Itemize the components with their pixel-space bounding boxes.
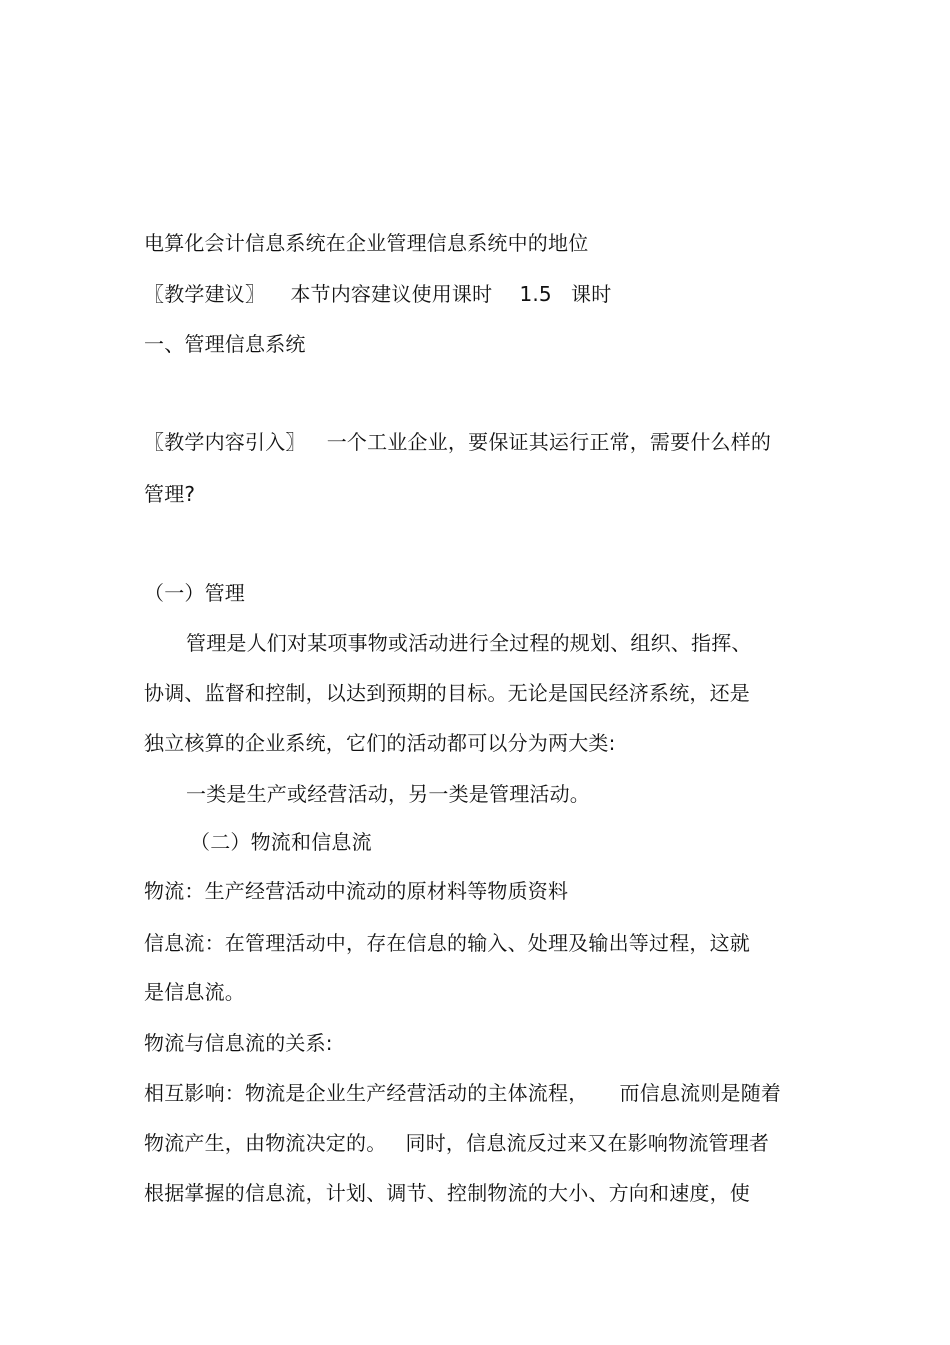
intro-line-1 (144, 429, 771, 455)
relation-line-1-a: 相互影响：物流是企业生产经营活动的主体流程， (144, 1081, 589, 1105)
section-heading-1: 一、管理信息系统 (144, 332, 306, 356)
paragraph-1-line-2: 协调、监督和控制，以达到预期的目标。无论是国民经济系统，还是 (144, 681, 750, 705)
relation-line-2-a: 物流产生，由物流决定的。 (144, 1131, 387, 1155)
teaching-suggestion-label: 〖教学建议〗 (144, 282, 266, 306)
document-title: 电算化会计信息系统在企业管理信息系统中的地位 (144, 231, 589, 255)
relation-line-2 (144, 1130, 769, 1156)
relation-line-2-b: 同时，信息流反过来又在影响物流管理者 (405, 1131, 770, 1155)
teaching-suggestion-unit: 课时 (571, 282, 612, 306)
intro-text: 一个工业企业，要保证其运行正常，需要什么样的 (326, 430, 772, 454)
teaching-suggestion-hours: 1.5 (519, 282, 552, 306)
info-flow-line-1: 信息流：在管理活动中，存在信息的输入、处理及输出等过程，这就 (144, 931, 750, 955)
intro-line-2: 管理? (144, 482, 196, 506)
teaching-suggestion-text: 本节内容建议使用课时 (290, 282, 493, 306)
paragraph-2: 一类是生产或经营活动，另一类是管理活动。 (186, 782, 590, 806)
subsection-heading-management: （一）管理 (144, 581, 245, 605)
relation-line-1 (144, 1080, 781, 1106)
relation-line-3: 根据掌握的信息流，计划、调节、控制物流的大小、方向和速度，使 (144, 1181, 750, 1205)
intro-label: 〖教学内容引入〗 (144, 430, 306, 454)
material-flow-definition: 物流：生产经营活动中流动的原材料等物质资料 (144, 879, 569, 903)
paragraph-1-line-3: 独立核算的企业系统，它们的活动都可以分为两大类: (144, 731, 616, 755)
subsection-heading-flows: （二）物流和信息流 (190, 830, 372, 854)
relation-line-1-b: 而信息流则是随着 (619, 1081, 782, 1105)
relation-heading: 物流与信息流的关系: (144, 1031, 333, 1055)
teaching-suggestion (144, 281, 611, 307)
info-flow-line-2: 是信息流。 (144, 980, 245, 1004)
paragraph-1-line-1: 管理是人们对某项事物或活动进行全过程的规划、组织、指挥、 (186, 631, 752, 655)
